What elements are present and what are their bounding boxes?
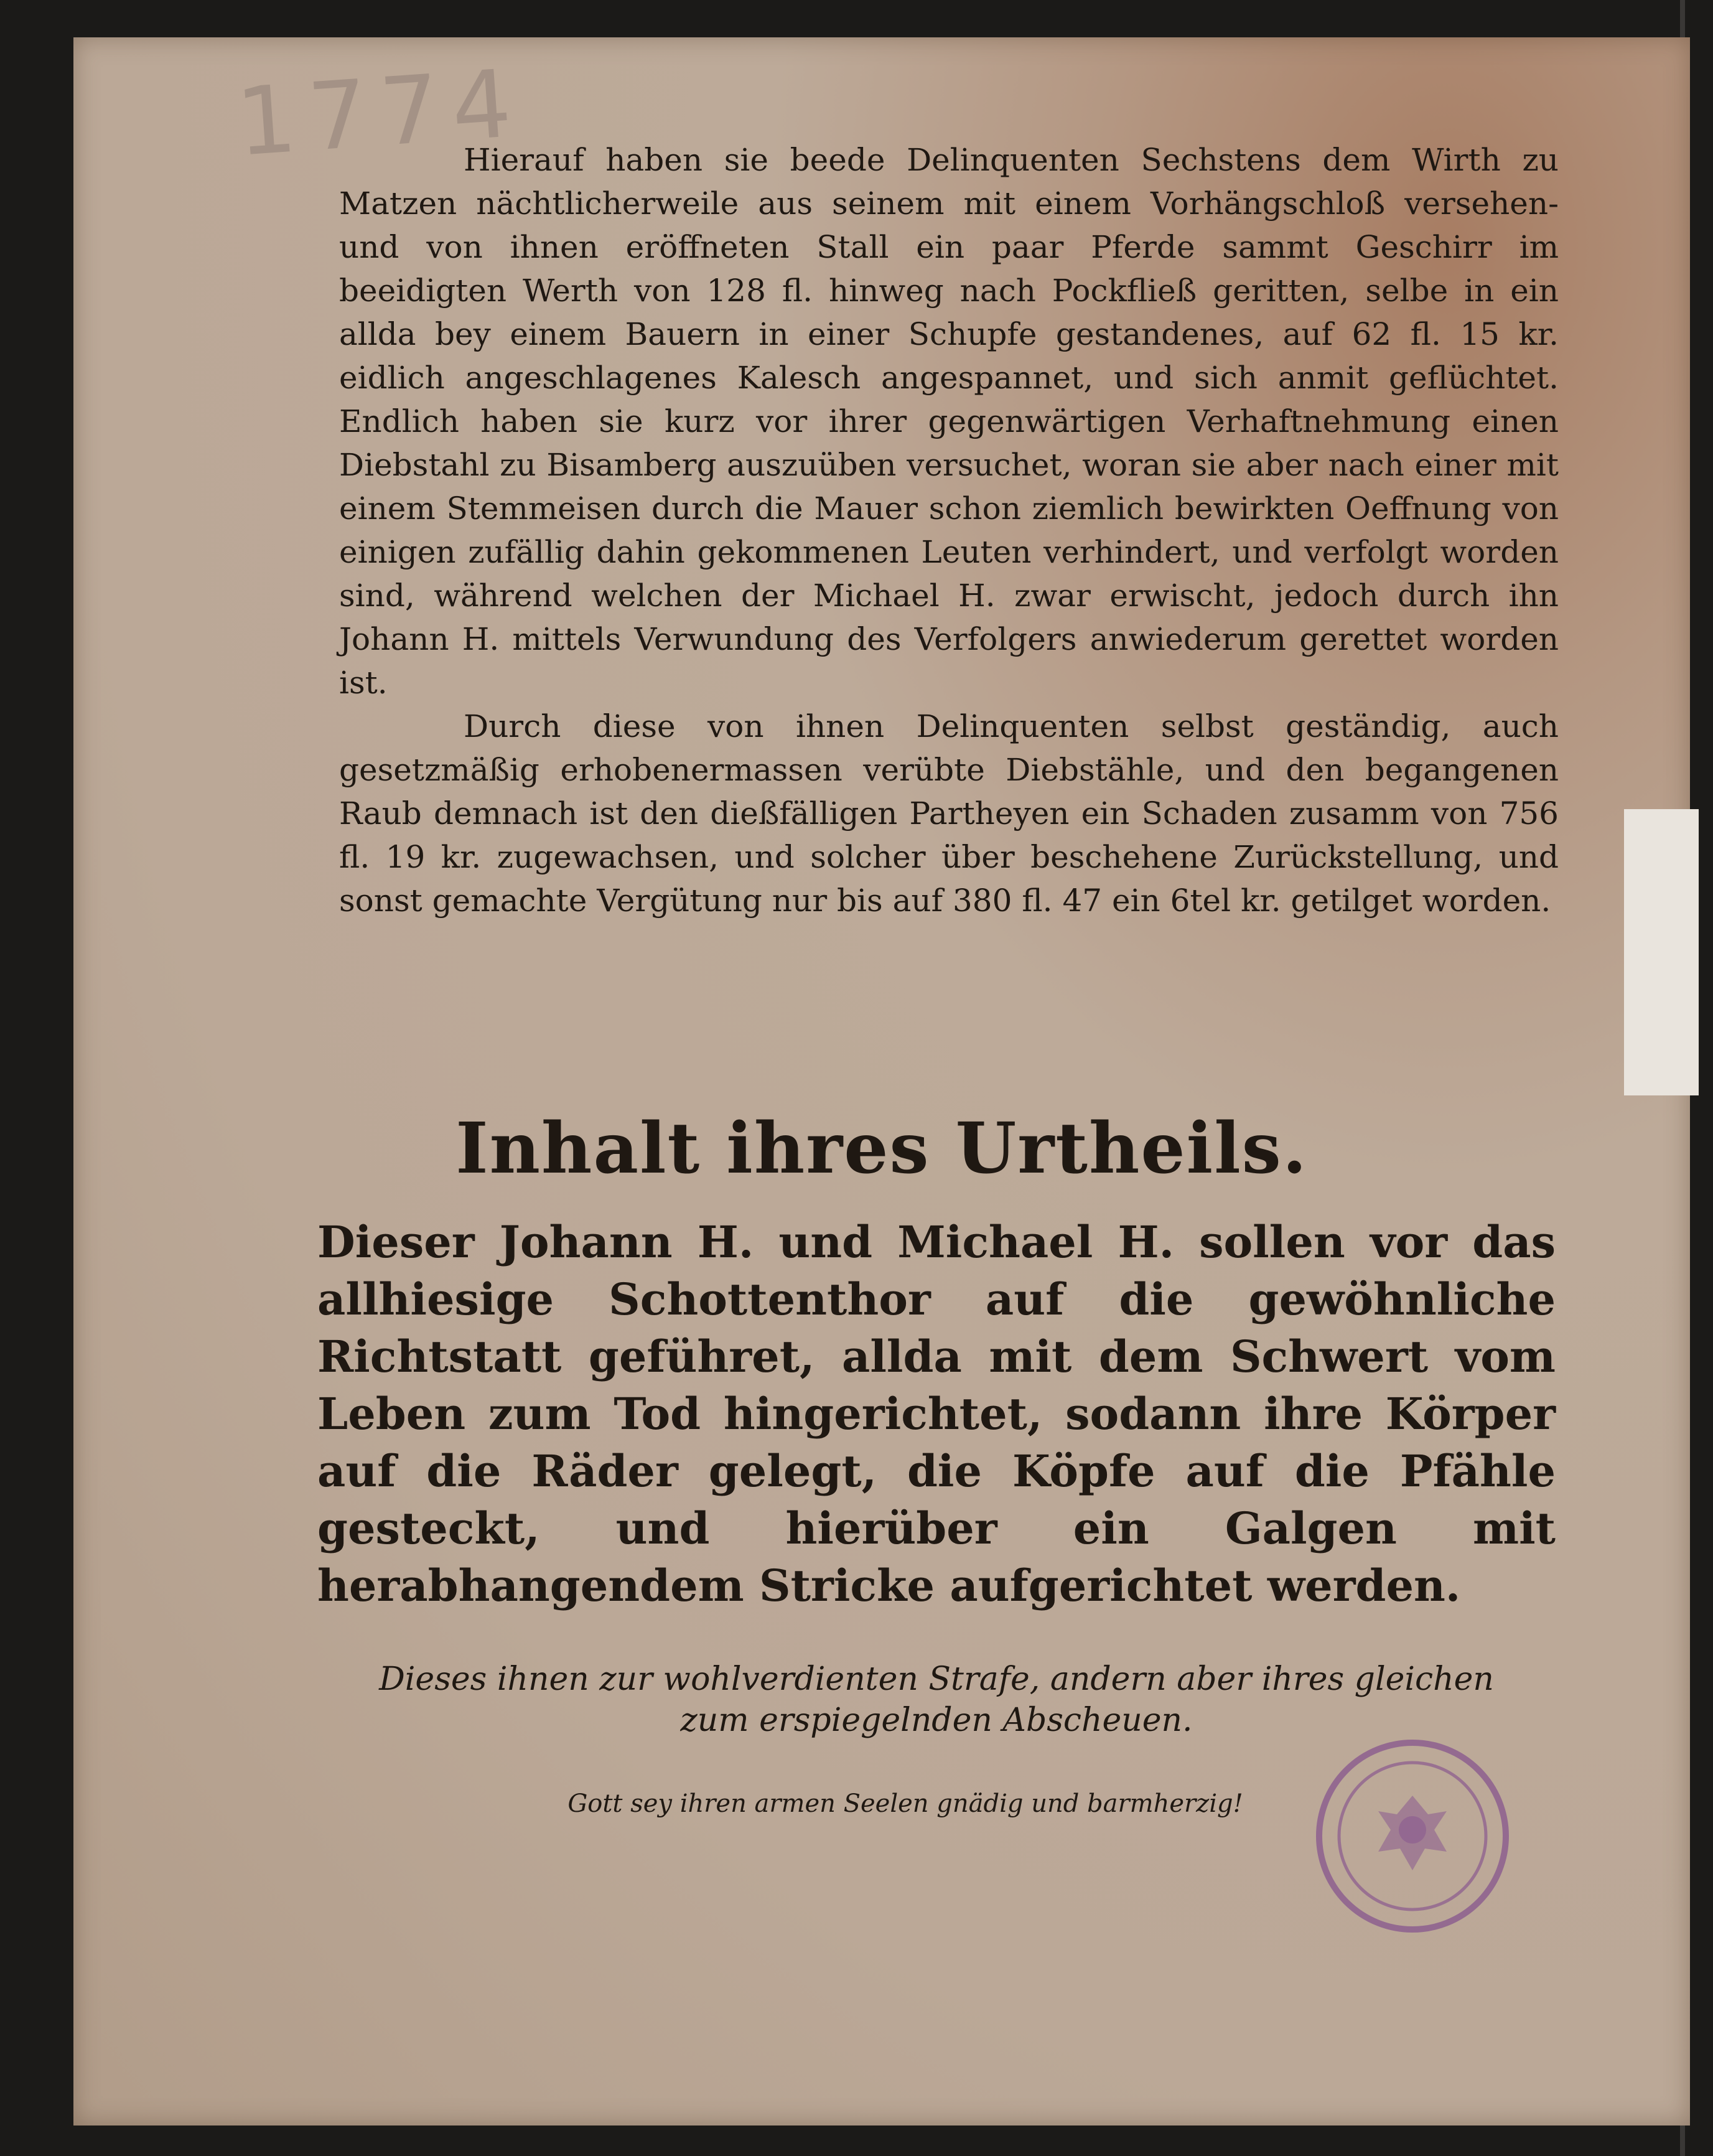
paper-patch (1624, 809, 1699, 1095)
closing-text (311, 1659, 1562, 1741)
closing-line: Dieses ihnen zur wohlverdienten Strafe, andern aber ihres gleichen (379, 1661, 1494, 1698)
closing-line: zum erspiegelnden Abscheuen. (680, 1702, 1193, 1739)
body-text (339, 138, 1559, 922)
paragraph: Durch diese von ihnen Delinquenten selbst geständig, auch gesetzmäßig erhobenermassen verübte Diebstähle, und den begangenen Raub demnach ist den dießfälligen Partheyen ein Schaden zusamm von 756 fl. 19 kr. zugewachsen, und solcher über beschehene Zurückstellung, und sonst gemachte Vergütung nur bis auf 380 fl. 47 ein 6tel kr. getilget worden. (339, 708, 1559, 919)
pencil-annotation: 1774 (233, 49, 528, 177)
verdict-text (317, 1214, 1556, 1615)
library-stamp (1313, 1737, 1512, 1936)
prayer-line: Gott sey ihren armen Seelen gnädig und barmherzig! (567, 1789, 1243, 1818)
verdict-paragraph: Dieser Johann H. und Michael H. sollen vor das allhiesige Schottenthor auf die gewöhnliche Richtstatt geführet, allda mit dem Schwert vom Leben zum Tod hingerichtet, sodann ihre Körper auf die Räder gelegt, die Köpfe auf die Pfähle gesteckt, und hierüber ein Galgen mit herabhangendem Stricke aufgerichtet werden. (317, 1216, 1556, 1611)
verdict-heading: Inhalt ihres Urtheils. (455, 1108, 1308, 1189)
paragraph: Hierauf haben sie beede Delinquenten Sechstens dem Wirth zu Matzen nächtlicherweile aus seinem mit einem Vorhängschloß versehen- und von ihnen eröffneten Stall ein paar Pferde sammt Geschirr im beeidigten Werth von 128 fl. hinweg nach Pockfließ geritten, selbe in ein allda bey einem Bauern in einer Schupfe gestandenes, auf 62 fl. 15 kr. eidlich angeschlagenes Kalesch angespannet, und sich anmit geflüchtet. Endlich haben sie kurz vor ihrer gegenwärtigen Verhaftnehmung einen Diebstahl zu Bisamberg auszuüben versuchet, woran sie aber nach einer mit einem Stemmeisen durch die Mauer schon ziemlich bewirkten Oeffnung von einigen zufällig dahin gekommenen Leuten verhindert, und verfolgt worden sind, während welchen der Michael H. zwar erwischt, jedoch durch ihn Johann H. mittels Verwundung des Verfolgers anwiederum gerettet worden ist. (339, 142, 1559, 701)
